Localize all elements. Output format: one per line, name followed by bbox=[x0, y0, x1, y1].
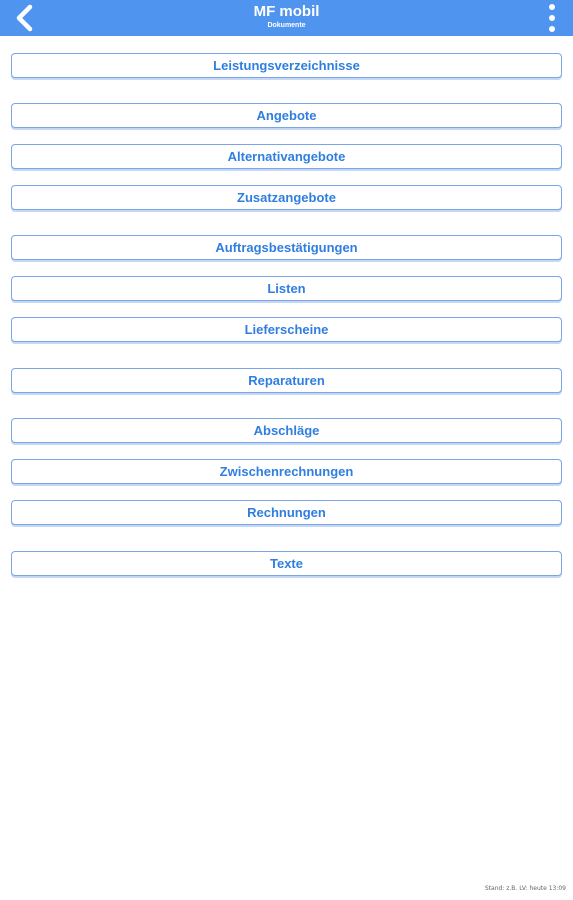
abschlaege-button[interactable]: Abschläge bbox=[11, 418, 562, 443]
app-title: MF mobil bbox=[253, 3, 320, 20]
page-subtitle: Dokumente bbox=[267, 22, 306, 29]
status-text: Stand: z.B. LV: heute 13:09 bbox=[484, 885, 566, 892]
alternativangebote-button[interactable]: Alternativangebote bbox=[11, 144, 562, 169]
more-vertical-icon-dot bbox=[549, 26, 555, 32]
header-titles bbox=[0, 3, 573, 30]
more-vertical-icon-dot bbox=[549, 4, 555, 10]
leistungsverzeichnisse-button[interactable]: Leistungsverzeichnisse bbox=[11, 53, 562, 78]
more-menu-button[interactable] bbox=[545, 4, 559, 32]
auftragsbestaetigungen-button[interactable]: Auftragsbestätigungen bbox=[11, 235, 562, 260]
reparaturen-button[interactable]: Reparaturen bbox=[11, 368, 562, 393]
zwischenrechnungen-button[interactable]: Zwischenrechnungen bbox=[11, 459, 562, 484]
rechnungen-button[interactable]: Rechnungen bbox=[11, 500, 562, 525]
more-vertical-icon-dot bbox=[549, 15, 555, 21]
app-header bbox=[0, 0, 573, 36]
angebote-button[interactable]: Angebote bbox=[11, 103, 562, 128]
lieferscheine-button[interactable]: Lieferscheine bbox=[11, 317, 562, 342]
zusatzangebote-button[interactable]: Zusatzangebote bbox=[11, 185, 562, 210]
listen-button[interactable]: Listen bbox=[11, 276, 562, 301]
texte-button[interactable]: Texte bbox=[11, 551, 562, 576]
